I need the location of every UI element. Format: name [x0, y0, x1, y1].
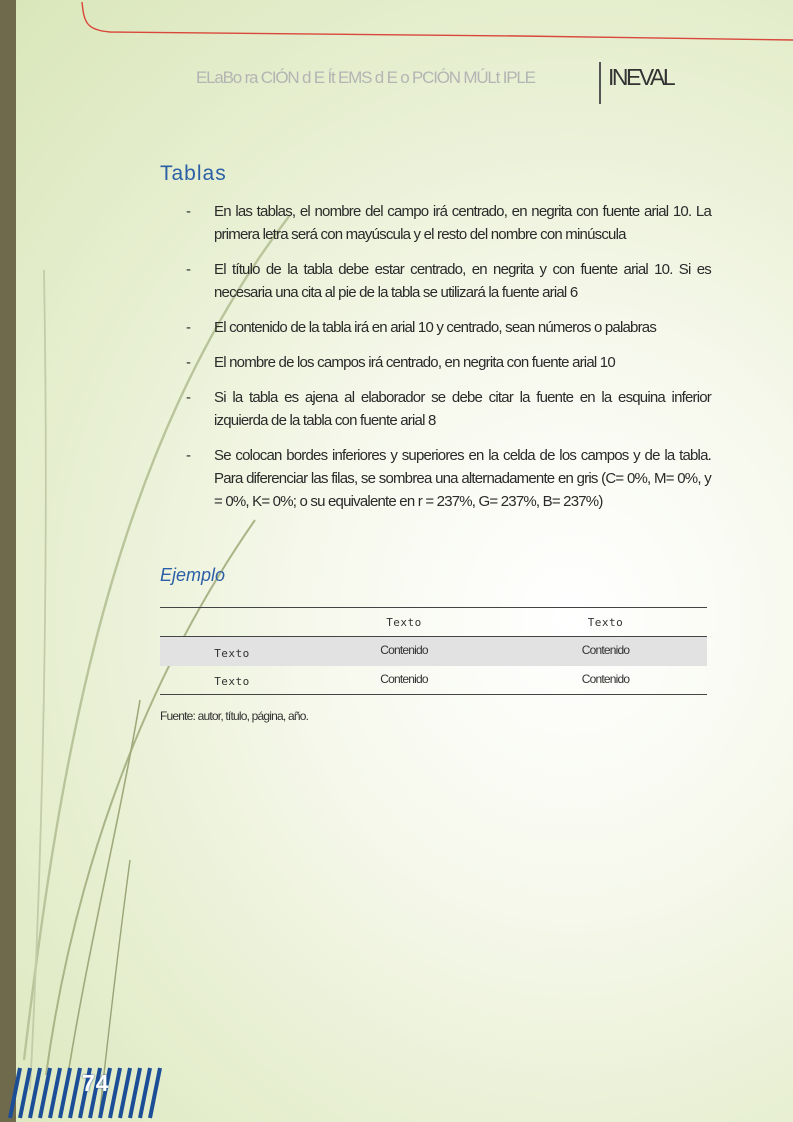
- header-red-curve: [82, 2, 793, 40]
- grass-blade-4: [64, 700, 140, 1100]
- table-row-label: Texto: [214, 675, 250, 689]
- table-row: [160, 637, 707, 666]
- example-table: [160, 607, 707, 695]
- table-cell: Contenido: [380, 643, 428, 657]
- table-header-cell: [160, 608, 304, 637]
- table-row-label: Texto: [214, 646, 250, 660]
- table-header-cell: Texto: [587, 615, 624, 629]
- table-cell: Contenido: [380, 671, 428, 686]
- guideline-item: - El contenido de la tabla irá en arial 10 y centrado, sean números o palabras: [186, 316, 711, 339]
- guideline-item: - Si la tabla es ajena al elaborador se debe citar la fuente en la esquina inferior izquierda de la tabla con fuente arial 8: [186, 386, 711, 432]
- example-title: Ejemplo: [160, 565, 226, 585]
- grass-blade-3: [30, 270, 46, 1090]
- table-row: [160, 666, 707, 695]
- table-cell: Contenido: [581, 643, 630, 657]
- table-source-note: Fuente: autor, título, página, año.: [160, 709, 309, 723]
- table-cell: Contenido: [581, 671, 630, 686]
- page-number: 74: [82, 1070, 110, 1096]
- header-brand-logo: INEVAL: [608, 64, 674, 90]
- guideline-list: [186, 200, 711, 525]
- guideline-item: - En las tablas, el nombre del campo irá centrado, en negrita con fuente arial 10. La primera letra será con mayúscula y el resto del nombre con minúscula: [186, 200, 711, 246]
- guideline-item: - Se colocan bordes inferiores y superiores en la celda de los campos y de la tabla. Para diferenciar las filas, se sombrea una alternadamente en gris (C= 0%, M= 0%, y = 0%, K= 0%; o su equivalente en r = 237%, G= 237%, B= 237%): [186, 444, 711, 513]
- table-header-row: [160, 608, 707, 637]
- section-title: Tablas: [160, 162, 227, 185]
- guideline-item: - El nombre de los campos irá centrado, en negrita con fuente arial 10: [186, 351, 711, 374]
- header-title: ELaBo ra CIÓN d E Ít EMS d E o PCIÓN MÚLt IPLE: [196, 68, 535, 87]
- grass-blade-2: [46, 520, 255, 1075]
- table-header-cell: Texto: [386, 615, 422, 629]
- guideline-item: - El título de la tabla debe estar centrado, en negrita y con fuente arial 10. Si es necesaria una cita al pie de la tabla se utilizará la fuente arial 6: [186, 258, 711, 304]
- header-divider: [599, 62, 601, 104]
